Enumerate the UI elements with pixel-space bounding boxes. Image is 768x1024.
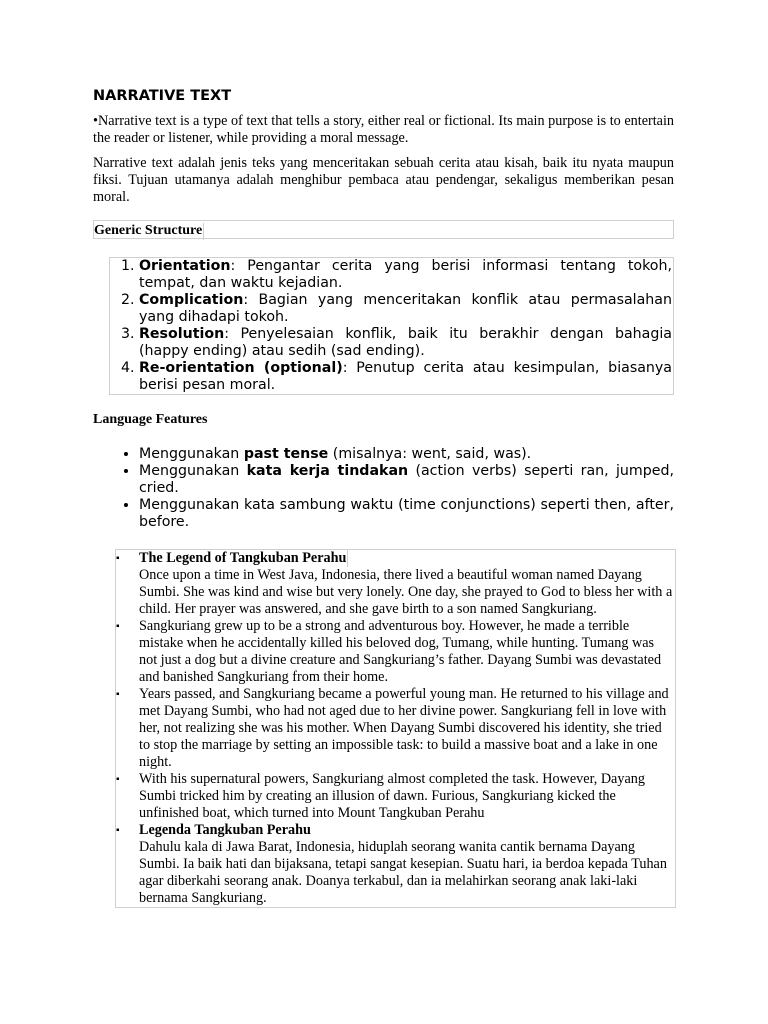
structure-term: Orientation [139,258,231,274]
story-paragraph: Sangkuriang grew up to be a strong and adventurous boy. However, he made a terrible mistake when he accidentally killed his beloved dog, Tumang, while hunting. Tumang was not just a dog but a divine creature and Sangkuriang’s father. Dayang Sumbi was devastated and banished Sangkuriang from their home. [139,618,662,685]
feature-pre: Menggunakan [139,463,247,479]
language-feature-item [139,463,674,497]
structure-sep: : [224,326,229,342]
feature-post: (misalnya: went, said, was). [328,446,532,462]
bullet-icon: ▪ [116,689,120,700]
story-item [116,618,675,686]
story-paragraph: Once upon a time in West Java, Indonesia, there lived a beautiful woman named Dayang Sumbi. She was kind and wise but very lonely. One day, she prayed to God to bless her with a child. Her prayer was answered, and she gave birth to a son named Sangkuriang. [139,567,673,617]
structure-text: Penutup cerita atau kesimpulan, biasanya berisi pesan moral. [139,360,672,393]
structure-item-orientation [139,258,672,292]
feature-bold: kata kerja tindakan [246,463,409,479]
structure-sep: : [342,360,348,376]
feature-bold: past tense [243,446,329,462]
intro-english: •Narrative text is a type of text that tells a story, either real or fictional. Its main purpose is to entertain the reader or listener, while providing a moral message. [93,113,674,146]
story-heading: Legenda Tangkuban Perahu [139,822,311,838]
story-paragraph: Dahulu kala di Jawa Barat, Indonesia, hiduplah seorang wanita cantik bernama Dayang Sumbi. Ia baik hati dan bijaksana, tetapi sangat kesepian. Suatu hari, ia berdoa kepada Tuhan agar diberkahi seorang anak. Doanya terkabul, dan ia melahirkan seorang anak laki-laki bernama Sangkuriang. [139,839,667,906]
document-page [93,87,674,908]
story-item [116,686,675,771]
structure-sep: : [243,292,249,308]
story-box [115,549,676,908]
story-heading-cell [139,550,348,567]
feature-pre: Menggunakan [139,446,244,462]
bullet-icon: ▪ [116,553,120,564]
feature-post: (action verbs) seperti ran, jumped, cried. [139,463,674,496]
language-features-heading: Language Features [93,412,208,427]
structure-term: Resolution [139,326,225,342]
structure-item-reorientation [139,360,672,394]
structure-item-resolution [139,326,672,360]
generic-structure-list-box [109,257,674,395]
generic-structure-heading: Generic Structure [94,223,203,238]
structure-term: Re-orientation (optional) [139,360,343,376]
bullet-icon: ▪ [116,774,120,785]
feature-pre: Menggunakan kata sambung waktu (time conjunctions) seperti then, after, before. [139,497,674,530]
generic-structure-list [110,258,672,394]
structure-text: Pengantar cerita yang berisi informasi tentang tokoh, tempat, dan waktu kejadian. [139,258,672,291]
structure-text: Bagian yang menceritakan konflik atau permasalahan yang dihadapi tokoh. [139,292,672,325]
structure-item-complication [139,292,672,326]
document-title: NARRATIVE TEXT [93,88,232,104]
bullet-icon: ▪ [116,621,120,632]
structure-sep: : [230,258,236,274]
bullet-icon: ▪ [116,825,120,836]
story-paragraph: Years passed, and Sangkuriang became a powerful young man. He returned to his village and met Dayang Sumbi, who had not aged due to her divine power. Sangkuriang fell in love with her, not realizing she was his mother. When Dayang Sumbi discovered his identity, she tried to stop the marriage by setting an impossible task: to build a massive boat and a lake in one night. [139,686,669,770]
generic-structure-box [93,220,674,239]
story-paragraph: With his supernatural powers, Sangkuriang almost completed the task. However, Dayang Sumbi tricked him by creating an illusion of dawn. Furious, Sangkuriang kicked the unfinished boat, which turned into Mount Tangkuban Perahu [139,771,645,821]
structure-text: Penyelesaian konflik, baik itu berakhir dengan bahagia (happy ending) atau sedih (sad ending). [139,326,672,359]
story-item [116,822,675,907]
language-feature-item [139,446,674,463]
language-features-list [93,446,674,531]
story-heading: The Legend of Tangkuban Perahu [139,550,347,566]
language-feature-item [139,497,674,531]
story-item [116,771,675,822]
structure-term: Complication [139,292,244,308]
story-item [116,550,675,618]
intro-indonesian: Narrative text adalah jenis teks yang menceritakan sebuah cerita atau kisah, baik itu nyata maupun fiksi. Tujuan utamanya adalah menghibur pembaca atau pendengar, sekaligus memberikan pesan moral. [93,155,674,205]
